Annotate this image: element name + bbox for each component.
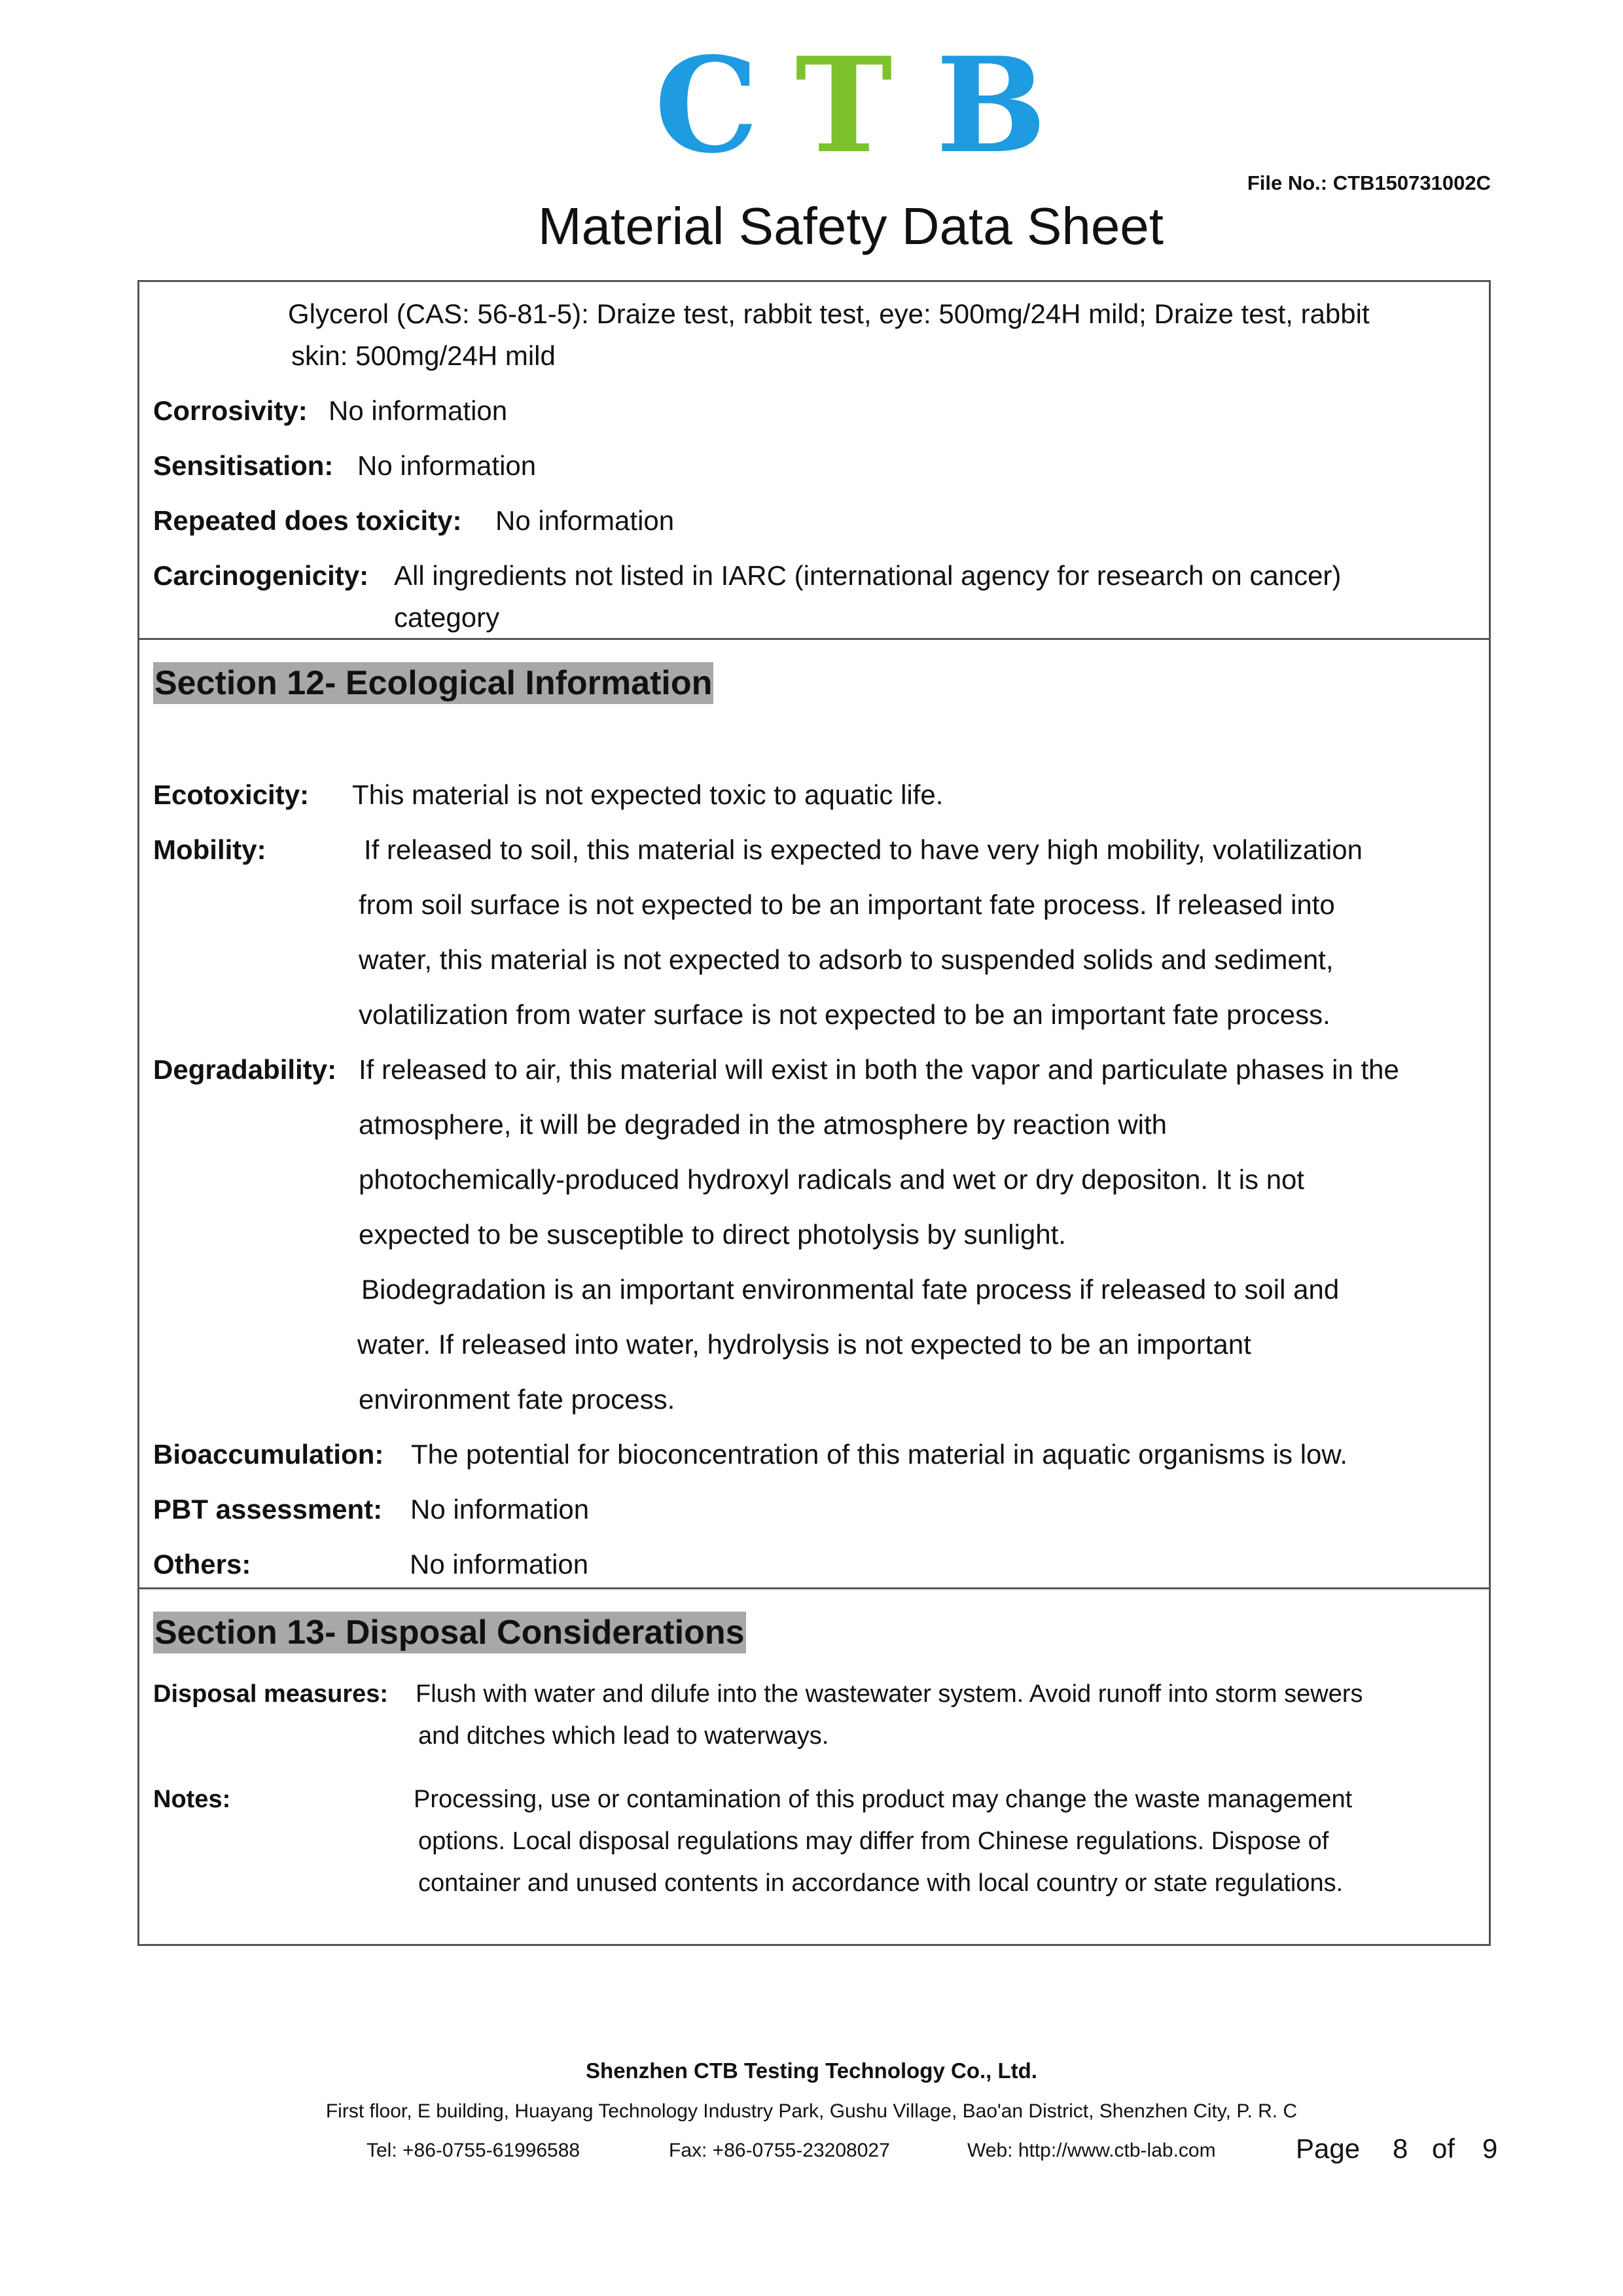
logo-letter-b: B — [936, 29, 1047, 183]
sensitisation-label: Sensitisation: — [153, 450, 334, 481]
degradability-line: atmosphere, it will be degraded in the atmosphere by reaction with — [359, 1109, 1168, 1140]
section-12-heading: Section 12- Ecological Information — [153, 662, 713, 704]
notes-label: Notes: — [153, 1786, 231, 1813]
document-title: Material Safety Data Sheet — [537, 197, 1164, 255]
degradability-line: water. If released into water, hydrolysis is not expected to be an important — [357, 1329, 1251, 1360]
degradability-label: Degradability: — [153, 1054, 337, 1085]
ecotoxicity-label: Ecotoxicity: — [153, 779, 310, 810]
footer-web: Web: http://www.ctb-lab.com — [967, 2140, 1216, 2161]
ctb-logo — [654, 29, 1047, 183]
disposal-measures-label: Disposal measures: — [153, 1680, 389, 1708]
corrosivity-label: Corrosivity: — [153, 395, 308, 426]
footer-tel: Tel: +86-0755-61996588 — [366, 2140, 580, 2161]
logo-letter-t: T — [795, 29, 893, 183]
bioaccumulation-label: Bioaccumulation: — [153, 1439, 384, 1470]
carcinogenicity-value-1: All ingredients not listed in IARC (international agency for research on cancer) — [394, 560, 1342, 591]
footer-fax: Fax: +86-0755-23208027 — [669, 2140, 890, 2161]
mobility-label: Mobility: — [153, 834, 266, 865]
notes-line: options. Local disposal regulations may differ from Chinese regulations. Dispose of — [418, 1828, 1329, 1855]
divider — [137, 638, 1491, 640]
mobility-line: If released to soil, this material is expected to have very high mobility, volatilization — [364, 834, 1363, 865]
glycerol-line-1: Glycerol (CAS: 56-81-5): Draize test, rabbit test, eye: 500mg/24H mild; Draize test, rabbit — [288, 298, 1370, 329]
page-total: 9 — [1482, 2133, 1498, 2164]
degradability-line: If released to air, this material will exist in both the vapor and particulate phases in the — [359, 1054, 1399, 1085]
repeated-toxicity-label: Repeated does toxicity: — [153, 505, 462, 536]
disposal-measures-line: Flush with water and dilufe into the wastewater system. Avoid runoff into storm sewers — [416, 1680, 1363, 1708]
corrosivity-value: No information — [329, 395, 508, 426]
degradability-line: environment fate process. — [359, 1384, 675, 1415]
page-number: 8 — [1393, 2133, 1408, 2164]
ecotoxicity-value: This material is not expected toxic to aquatic life. — [352, 779, 944, 810]
degradability-line: photochemically-produced hydroxyl radicals and wet or dry depositon. It is not — [359, 1164, 1305, 1195]
notes-line: Processing, use or contamination of this product may change the waste management — [414, 1786, 1353, 1813]
others-value: No information — [410, 1549, 589, 1580]
pbt-assessment-label: PBT assessment: — [153, 1494, 383, 1525]
mobility-line: volatilization from water surface is not expected to be an important fate process. — [359, 999, 1330, 1030]
sensitisation-value: No information — [357, 450, 537, 481]
pbt-assessment-value: No information — [410, 1494, 590, 1525]
glycerol-line-2: skin: 500mg/24H mild — [291, 340, 556, 371]
divider — [137, 1587, 1491, 1589]
disposal-measures-line: and ditches which lead to waterways. — [418, 1722, 829, 1750]
notes-line: container and unused contents in accordance with local country or state regulations. — [418, 1869, 1344, 1897]
footer-address: First floor, E building, Huayang Technology Industry Park, Gushu Village, Bao'an District, Shenzhen City, P. R. C — [325, 2100, 1298, 2122]
bioaccumulation-value: The potential for bioconcentration of this material in aquatic organisms is low. — [411, 1439, 1348, 1470]
logo-letter-c: C — [654, 29, 759, 183]
footer-company: Shenzhen CTB Testing Technology Co., Ltd. — [586, 2058, 1037, 2083]
mobility-line: from soil surface is not expected to be an important fate process. If released into — [359, 889, 1335, 920]
carcinogenicity-label: Carcinogenicity: — [153, 560, 369, 591]
carcinogenicity-value-2: category — [394, 602, 500, 633]
section-13-heading: Section 13- Disposal Considerations — [153, 1612, 746, 1653]
page-label: Page — [1296, 2133, 1361, 2164]
mobility-line: water, this material is not expected to adsorb to suspended solids and sediment, — [359, 944, 1334, 975]
repeated-toxicity-value: No information — [495, 505, 675, 536]
degradability-line: Biodegradation is an important environmental fate process if released to soil and — [361, 1274, 1340, 1305]
degradability-line: expected to be susceptible to direct photolysis by sunlight. — [359, 1219, 1066, 1250]
file-number: File No.: CTB150731002C — [1247, 171, 1491, 194]
page-of-label: of — [1432, 2133, 1455, 2164]
others-label: Others: — [153, 1549, 251, 1580]
